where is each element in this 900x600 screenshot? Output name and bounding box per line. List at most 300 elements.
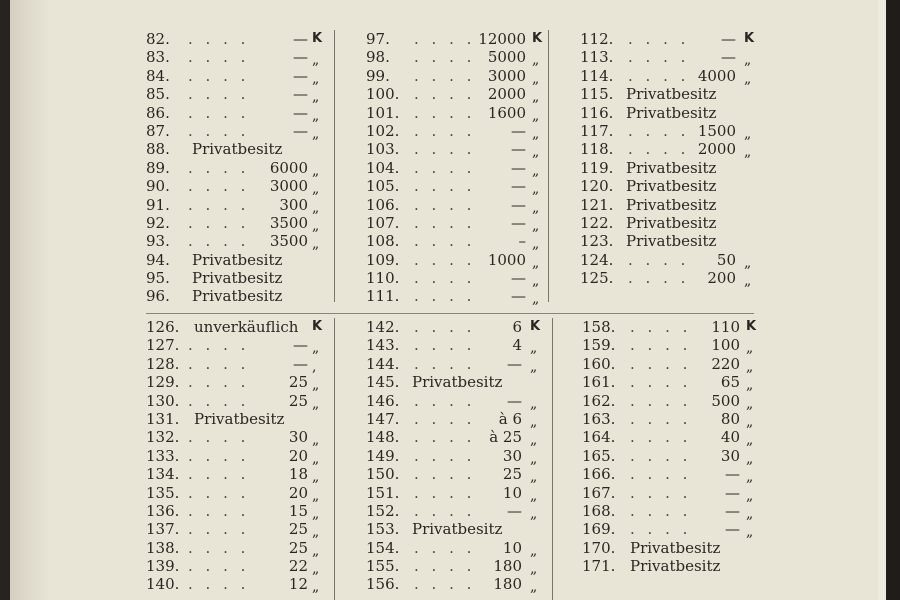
ditto-mark: „ — [312, 450, 320, 467]
leader-dots: . . . . — [414, 140, 476, 159]
list-item — [366, 196, 552, 214]
ditto-mark: „ — [312, 505, 320, 522]
ditto-mark: „ — [532, 162, 540, 179]
ditto-mark: „ — [746, 450, 754, 467]
item-price: — — [293, 103, 308, 122]
leader-dots: . . . . — [188, 575, 250, 594]
list-item — [146, 67, 332, 85]
item-number: 115. — [580, 85, 614, 104]
item-note: unverkäuflich — [194, 318, 299, 336]
item-price: 18 — [288, 465, 308, 484]
column-divider — [334, 30, 335, 302]
ditto-mark: „ — [312, 162, 320, 179]
item-number: 83. — [146, 48, 170, 67]
list-item — [580, 251, 764, 269]
scan-border — [886, 0, 900, 600]
list-item — [146, 428, 332, 449]
item-number: 140. — [146, 575, 180, 594]
item-number: 85. — [146, 85, 170, 104]
ditto-mark: „ — [532, 144, 540, 161]
item-number: 167. — [582, 483, 616, 502]
item-price: — — [725, 520, 740, 539]
item-price: 4000 — [697, 66, 736, 85]
price-list-lower — [10, 318, 878, 600]
leader-dots: . . . . — [414, 391, 476, 410]
list-item — [146, 502, 332, 520]
list-item — [582, 465, 766, 486]
item-number: 94. — [146, 250, 170, 269]
list-item — [366, 428, 550, 449]
leader-dots: . . . . — [630, 465, 692, 484]
item-price: 6000 — [269, 158, 308, 177]
ditto-mark: „ — [532, 199, 540, 216]
list-item — [366, 392, 550, 410]
item-number: 87. — [146, 121, 170, 140]
item-number: 107. — [366, 213, 400, 232]
item-price: 100 — [711, 336, 740, 355]
item-price: 30 — [288, 428, 308, 447]
list-item — [580, 196, 764, 214]
item-number: 122. — [580, 213, 614, 232]
item-number: 144. — [366, 354, 400, 373]
leader-dots: . . . . — [628, 66, 690, 85]
ditto-mark: „ — [312, 487, 320, 504]
item-number: 117. — [580, 121, 614, 140]
leader-dots: . . . . — [414, 121, 476, 140]
ditto-mark: „ — [312, 561, 320, 578]
item-number: 164. — [582, 428, 616, 447]
list-item — [146, 575, 332, 596]
ditto-mark: „ — [746, 487, 754, 504]
ditto-mark: „ — [312, 236, 320, 253]
leader-dots: . . . . — [630, 354, 692, 373]
ditto-mark: „ — [530, 432, 538, 449]
ditto-mark: „ — [312, 125, 320, 142]
list-item — [366, 575, 550, 596]
leader-dots: . . . . — [188, 373, 250, 392]
list-item — [366, 85, 552, 106]
list-item — [366, 214, 552, 232]
item-number: 109. — [366, 250, 400, 269]
leader-dots: . . . . — [188, 483, 250, 502]
item-price: — — [721, 48, 736, 67]
item-price: — — [721, 30, 736, 48]
list-item — [366, 104, 552, 122]
item-number: 121. — [580, 195, 614, 214]
ditto-mark: „ — [744, 52, 752, 69]
page-edge — [878, 0, 886, 600]
leader-dots: . . . . — [630, 318, 692, 336]
item-number: 91. — [146, 195, 170, 214]
ditto-mark: „ — [532, 273, 540, 290]
item-note: Privatbesitz — [412, 520, 503, 539]
ditto-mark: „ — [530, 561, 538, 578]
leader-dots: . . . . — [630, 520, 692, 539]
item-number: 162. — [582, 391, 616, 410]
list-item — [582, 373, 766, 394]
list-item — [366, 502, 550, 520]
leader-dots: . . . . — [188, 428, 250, 447]
list-item — [146, 269, 332, 287]
leader-dots: . . . . — [414, 232, 476, 251]
item-number: 103. — [366, 140, 400, 159]
leader-dots: . . . . — [414, 177, 476, 196]
item-price: 22 — [288, 557, 308, 576]
leader-dots: . . . . — [630, 446, 692, 465]
item-price: — — [511, 140, 526, 159]
list-item — [582, 318, 766, 336]
item-price: 5000 — [487, 48, 526, 67]
item-number: 98. — [366, 48, 390, 67]
item-number: 123. — [580, 232, 614, 251]
list-item — [146, 336, 332, 357]
leader-dots: . . . . — [630, 409, 692, 428]
item-note: Privatbesitz — [626, 232, 717, 251]
list-item — [580, 159, 764, 177]
list-item — [366, 287, 552, 308]
item-number: 160. — [582, 354, 616, 373]
ditto-mark: „ — [530, 505, 538, 522]
list-item — [146, 48, 332, 69]
item-price: 25 — [288, 391, 308, 410]
price-column — [146, 318, 332, 594]
ditto-mark: „ — [532, 181, 540, 198]
item-number: 84. — [146, 66, 170, 85]
item-price: 2000 — [697, 140, 736, 159]
item-note: Privatbesitz — [630, 557, 721, 576]
list-item — [582, 557, 766, 575]
item-price: à 25 — [489, 428, 522, 447]
item-price: 50 — [716, 250, 736, 269]
item-number: 159. — [582, 336, 616, 355]
column-divider — [552, 318, 553, 600]
item-number: 136. — [146, 501, 180, 520]
leader-dots: . . . . — [188, 501, 250, 520]
item-number: 119. — [580, 158, 614, 177]
list-item — [146, 177, 332, 198]
list-item — [366, 465, 550, 486]
item-number: 114. — [580, 66, 614, 85]
leader-dots: . . . . — [414, 354, 476, 373]
leader-dots: . . . . — [414, 66, 476, 85]
item-number: 89. — [146, 158, 170, 177]
list-item — [146, 122, 332, 140]
leader-dots: . . . . — [414, 336, 476, 355]
list-item — [580, 67, 764, 85]
ditto-mark: „ — [746, 395, 754, 412]
item-number: 132. — [146, 428, 180, 447]
list-item — [366, 67, 552, 85]
list-item — [582, 502, 766, 520]
list-item — [146, 484, 332, 502]
item-number: 139. — [146, 557, 180, 576]
leader-dots: . . . . — [414, 575, 476, 594]
ditto-mark: „ — [532, 89, 540, 106]
leader-dots: . . . . — [630, 391, 692, 410]
item-number: 154. — [366, 538, 400, 557]
item-price: 10 — [502, 538, 522, 557]
item-price: — — [511, 121, 526, 140]
item-number: 129. — [146, 373, 180, 392]
item-number: 170. — [582, 538, 616, 557]
item-number: 95. — [146, 269, 170, 288]
leader-dots: . . . . — [188, 30, 250, 48]
item-price: 15 — [288, 501, 308, 520]
ditto-mark: „ — [530, 542, 538, 559]
ditto-mark: „ — [532, 236, 540, 253]
ditto-mark: „ — [744, 125, 752, 142]
leader-dots: . . . . — [414, 195, 476, 214]
leader-dots: . . . . — [188, 465, 250, 484]
item-number: 152. — [366, 501, 400, 520]
item-price: 6 — [512, 318, 522, 336]
item-note: Privatbesitz — [626, 213, 717, 232]
list-item — [146, 520, 332, 541]
item-price: 25 — [502, 465, 522, 484]
list-item — [582, 355, 766, 373]
leader-dots: . . . . — [188, 446, 250, 465]
item-note: Privatbesitz — [192, 269, 283, 288]
item-note: Privatbesitz — [626, 103, 717, 122]
leader-dots: . . . . — [188, 557, 250, 576]
list-item — [146, 392, 332, 410]
item-price: 25 — [288, 538, 308, 557]
item-number: 130. — [146, 391, 180, 410]
item-price: 3500 — [269, 213, 308, 232]
list-item — [582, 484, 766, 502]
item-number: 106. — [366, 195, 400, 214]
column-divider — [334, 318, 335, 600]
item-price: 220 — [711, 354, 740, 373]
item-price: — — [511, 177, 526, 196]
item-price: — — [507, 501, 522, 520]
item-number: 143. — [366, 336, 400, 355]
list-item — [366, 447, 550, 465]
item-note: Privatbesitz — [192, 140, 283, 159]
item-number: 101. — [366, 103, 400, 122]
list-item — [146, 214, 332, 232]
item-number: 127. — [146, 336, 180, 355]
price-list-upper — [10, 30, 878, 312]
list-item — [582, 428, 766, 449]
ditto-mark: „ — [312, 181, 320, 198]
list-item — [146, 232, 332, 253]
item-number: 100. — [366, 85, 400, 104]
item-note: Privatbesitz — [626, 158, 717, 177]
ditto-mark: „ — [530, 413, 538, 430]
item-number: 156. — [366, 575, 400, 594]
ditto-mark: „ — [532, 125, 540, 142]
item-number: 147. — [366, 409, 400, 428]
item-price: — — [511, 158, 526, 177]
item-price: — — [507, 391, 522, 410]
item-price: — — [725, 501, 740, 520]
leader-dots: . . . . — [188, 195, 250, 214]
leader-dots: . . . . — [188, 538, 250, 557]
item-price: 25 — [288, 373, 308, 392]
item-number: 93. — [146, 232, 170, 251]
item-price: — — [293, 66, 308, 85]
item-number: 135. — [146, 483, 180, 502]
leader-dots: . . . . — [188, 391, 250, 410]
list-item — [582, 392, 766, 410]
item-price: 25 — [288, 520, 308, 539]
item-note: Privatbesitz — [626, 85, 717, 104]
list-item — [366, 410, 550, 428]
item-price: 200 — [707, 269, 736, 288]
ditto-mark: „ — [312, 89, 320, 106]
leader-dots: . . . . — [628, 250, 690, 269]
item-number: 90. — [146, 177, 170, 196]
item-number: 155. — [366, 557, 400, 576]
list-item — [580, 269, 764, 290]
list-item — [580, 214, 764, 232]
list-item — [366, 318, 550, 336]
item-price: 300 — [279, 195, 308, 214]
ditto-mark: „ — [746, 413, 754, 430]
leader-dots: . . . . — [414, 250, 476, 269]
leader-dots: . . . . — [630, 483, 692, 502]
leader-dots: . . . . — [630, 501, 692, 520]
item-price: 3500 — [269, 232, 308, 251]
item-price: 30 — [720, 446, 740, 465]
ditto-mark: „ — [312, 377, 320, 394]
list-item — [366, 557, 550, 578]
list-item — [580, 104, 764, 122]
list-item — [146, 355, 332, 373]
item-price: 3000 — [487, 66, 526, 85]
list-item — [582, 539, 766, 557]
leader-dots: . . . . — [188, 213, 250, 232]
section-separator — [146, 313, 754, 314]
item-price: — — [511, 195, 526, 214]
ditto-mark: „ — [746, 340, 754, 357]
currency-unit: K — [746, 319, 757, 334]
ditto-mark: „ — [532, 217, 540, 234]
item-note: Privatbesitz — [192, 287, 283, 306]
item-number: 138. — [146, 538, 180, 557]
leader-dots: . . . . — [414, 48, 476, 67]
item-number: 161. — [582, 373, 616, 392]
item-price: — — [293, 336, 308, 355]
ditto-mark: „ — [532, 254, 540, 271]
ditto-mark: „ — [312, 432, 320, 449]
item-number: 111. — [366, 287, 400, 306]
leader-dots: . . . . — [414, 409, 476, 428]
item-note: Privatbesitz — [412, 373, 503, 392]
leader-dots: . . . . — [630, 428, 692, 447]
list-item — [146, 104, 332, 122]
item-price: — — [293, 354, 308, 373]
item-number: 124. — [580, 250, 614, 269]
ditto-mark: „ — [530, 450, 538, 467]
item-number: 168. — [582, 501, 616, 520]
ditto-mark: „ — [312, 542, 320, 559]
list-item — [580, 48, 764, 69]
item-price: 12000 — [478, 30, 526, 48]
ditto-mark: „ — [312, 217, 320, 234]
ditto-mark: „ — [312, 579, 320, 596]
item-price: 20 — [288, 483, 308, 502]
ditto-mark: , — [312, 358, 317, 375]
item-number: 151. — [366, 483, 400, 502]
item-number: 165. — [582, 446, 616, 465]
item-note: Privatbesitz — [626, 195, 717, 214]
list-item — [366, 355, 550, 373]
leader-dots: . . . . — [414, 446, 476, 465]
ditto-mark: „ — [746, 469, 754, 486]
currency-unit: K — [744, 31, 755, 46]
list-item — [366, 48, 552, 69]
leader-dots: . . . . — [414, 158, 476, 177]
item-number: 137. — [146, 520, 180, 539]
item-price: — — [511, 213, 526, 232]
leader-dots: . . . . — [188, 177, 250, 196]
item-price: — — [293, 30, 308, 48]
list-item — [146, 196, 332, 214]
list-item — [582, 447, 766, 465]
item-number: 153. — [366, 520, 400, 539]
item-number: 102. — [366, 121, 400, 140]
list-item — [146, 465, 332, 486]
leader-dots: . . . . — [414, 557, 476, 576]
leader-dots: . . . . — [628, 30, 690, 48]
item-number: 169. — [582, 520, 616, 539]
item-price: — — [293, 85, 308, 104]
leader-dots: . . . . — [628, 140, 690, 159]
item-price: — — [511, 269, 526, 288]
list-item — [146, 287, 332, 305]
leader-dots: . . . . — [188, 158, 250, 177]
list-item — [146, 140, 332, 158]
ditto-mark: „ — [530, 358, 538, 375]
list-item — [366, 140, 552, 161]
ditto-mark: „ — [746, 524, 754, 541]
item-number: 88. — [146, 140, 170, 159]
item-number: 86. — [146, 103, 170, 122]
item-number: 163. — [582, 409, 616, 428]
currency-unit: K — [312, 31, 323, 46]
leader-dots: . . . . — [414, 287, 476, 306]
item-number: 112. — [580, 30, 614, 48]
leader-dots: . . . . — [414, 269, 476, 288]
list-item — [366, 177, 552, 198]
item-price: 40 — [720, 428, 740, 447]
currency-unit: K — [312, 319, 323, 334]
leader-dots: . . . . — [628, 269, 690, 288]
list-item — [366, 269, 552, 290]
leader-dots: . . . . — [414, 213, 476, 232]
leader-dots: . . . . — [630, 373, 692, 392]
item-price: 500 — [711, 391, 740, 410]
list-item — [366, 251, 552, 269]
item-number: 128. — [146, 354, 180, 373]
leader-dots: . . . . — [414, 85, 476, 104]
list-item — [582, 336, 766, 357]
item-number: 158. — [582, 318, 616, 336]
leader-dots: . . . . — [188, 520, 250, 539]
item-number: 166. — [582, 465, 616, 484]
item-price: 80 — [720, 409, 740, 428]
list-item — [146, 410, 332, 428]
item-number: 113. — [580, 48, 614, 67]
list-item — [366, 336, 550, 357]
item-price: — — [725, 483, 740, 502]
ditto-mark: „ — [746, 432, 754, 449]
item-price: à 6 — [498, 409, 522, 428]
item-price: 180 — [493, 557, 522, 576]
item-price: — — [511, 287, 526, 306]
